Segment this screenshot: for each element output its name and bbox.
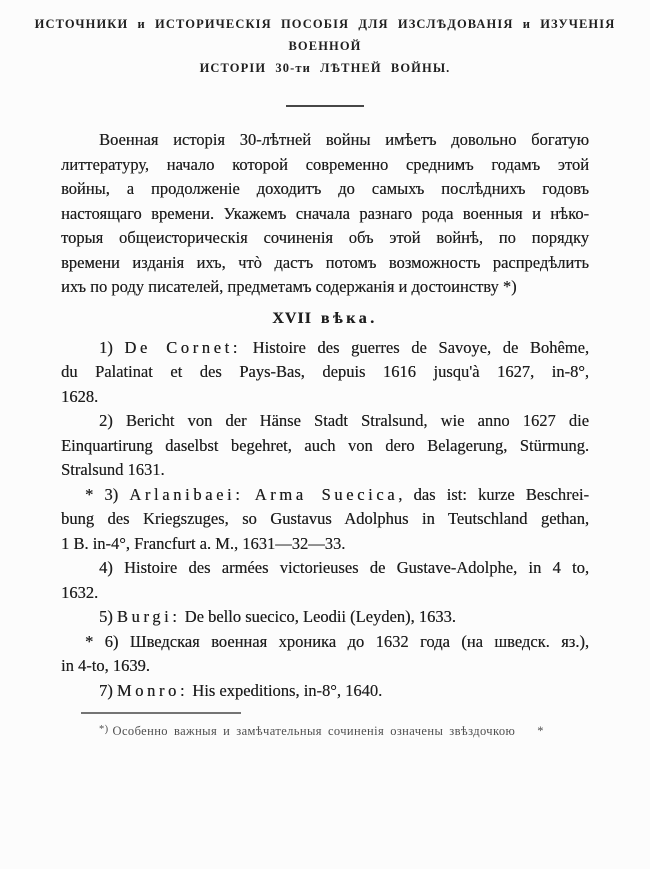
title-line-1: ИСТОЧНИКИ и ИСТОРИЧЕСКІЯ ПОСОБІЯ ДЛЯ ИЗСЛѢДОВАНІЯ и ИЗУЧЕНІЯ ВОЕННОЙ — [34, 17, 616, 53]
text-line — [61, 434, 589, 459]
text-line — [61, 679, 589, 704]
text-line — [61, 385, 589, 410]
text-line — [61, 226, 589, 251]
text-segment: 4) Histoire des armées victorieuses de Gustave-Adolphe, in 4 to, — [99, 558, 589, 577]
bibliography-entry — [61, 483, 589, 557]
spaced-name: Arlanibaei: — [129, 484, 244, 504]
text-segment: Военная исторія 30-лѣтней войны имѣетъ довольно богатую — [99, 130, 589, 149]
text-line — [61, 409, 589, 434]
bibliography-entry — [61, 556, 589, 605]
text-segment: 1 B. in-4°, Francfurt a. M., 1631—32—33. — [61, 533, 346, 553]
text-line — [61, 581, 589, 606]
bibliography-entry — [61, 409, 589, 483]
bibliography-entry — [61, 336, 589, 410]
text-segment: du Palatinat et des Pays-Bas, depuis 1616 jusqu'à 1627, in-8°, — [61, 362, 589, 381]
footnote-trailing-asterisk: * — [537, 724, 544, 739]
text-segment: in 4-to, 1639. — [61, 656, 150, 675]
text-line — [61, 336, 589, 361]
footnote-divider — [81, 712, 241, 714]
text-line — [61, 128, 589, 153]
text-segment: литтературу, начало которой современно среднимъ годамъ этой — [61, 154, 589, 174]
text-segment: 5) — [99, 607, 117, 626]
section-heading — [61, 307, 589, 331]
spaced-name: De Cornet: — [124, 337, 242, 357]
text-segment — [243, 485, 254, 504]
text-line — [61, 360, 589, 385]
bibliography-list — [61, 336, 589, 704]
text-segment: войны, а продолженіе доходитъ до самыхъ послѣднихъ годовъ — [61, 179, 589, 198]
text-line — [61, 605, 589, 630]
bibliography-entry — [61, 605, 589, 630]
text-segment: * 6) Шведская военная хроника до 1632 года (на шведск. яз.), — [85, 631, 589, 651]
text-segment: Einquartirung daselbst begehret, auch von dero Belagerung, Stürmung. — [61, 435, 589, 455]
text-line — [61, 483, 589, 508]
text-segment: De bello suecico, Leodii (Leyden), 1633. — [180, 607, 456, 626]
text-segment: His expeditions, in-8°, 1640. — [188, 680, 383, 700]
text-segment: bung des Kriegszuges, so Gustavus Adolphus in Teutschland gethan, — [61, 509, 589, 528]
text-segment: Stralsund 1631. — [61, 460, 165, 479]
text-line — [61, 251, 589, 276]
bibliography-entry — [61, 679, 589, 704]
text-line — [61, 202, 589, 227]
text-segment: торыя общеисторическія сочиненія объ этой войнѣ, по порядку — [61, 228, 589, 247]
text-segment: 7) — [99, 680, 117, 700]
text-line — [61, 507, 589, 532]
section-heading-prefix: XVII — [272, 309, 312, 327]
text-line — [61, 153, 589, 178]
text-block — [61, 128, 589, 740]
page-title — [0, 0, 650, 79]
text-segment: , das ist: kurze Beschrei- — [398, 484, 589, 504]
footnote-text-line — [61, 721, 589, 740]
spaced-name: Monro: — [116, 680, 189, 700]
title-divider — [286, 105, 364, 107]
text-segment: настоящаго времени. Укажемъ сначала разнаго рода военныя и нѣко- — [61, 203, 589, 223]
text-line — [61, 532, 589, 557]
text-segment: времени изданія ихъ, чтò дастъ потомъ возможность распредѣлить — [61, 252, 589, 272]
text-line — [61, 275, 589, 300]
footnote — [61, 712, 589, 740]
text-segment: * 3) — [85, 484, 130, 504]
text-segment: 1628. — [61, 386, 99, 406]
text-segment: ихъ по роду писателей, предметамъ содержанія и достоинству *) — [61, 277, 517, 296]
spaced-name: Burgi: — [116, 607, 181, 626]
section-heading-spaced: вѣка. — [320, 309, 378, 327]
text-segment: Histoire des guerres de Savoye, de Bohême, — [241, 337, 590, 357]
footnote-marker: *) — [99, 724, 109, 735]
text-segment: 2) Bericht von der Hänse Stadt Stralsund, wie anno 1627 die — [99, 411, 589, 430]
title-line-2: ИСТОРІИ 30-ти ЛѢТНЕЙ ВОЙНЫ. — [199, 61, 451, 75]
text-segment: 1) — [99, 337, 125, 357]
text-line — [61, 630, 589, 655]
footnote-body: Особенно важныя и замѣчательныя сочиненія означены звѣздочкою — [112, 724, 516, 739]
spaced-name: Arma Suecica — [254, 484, 399, 504]
text-line — [61, 177, 589, 202]
text-line — [61, 458, 589, 483]
text-line — [61, 654, 589, 679]
text-line — [61, 556, 589, 581]
text-segment: 1632. — [61, 582, 99, 602]
bibliography-entry — [61, 630, 589, 679]
intro-paragraph — [61, 128, 589, 300]
